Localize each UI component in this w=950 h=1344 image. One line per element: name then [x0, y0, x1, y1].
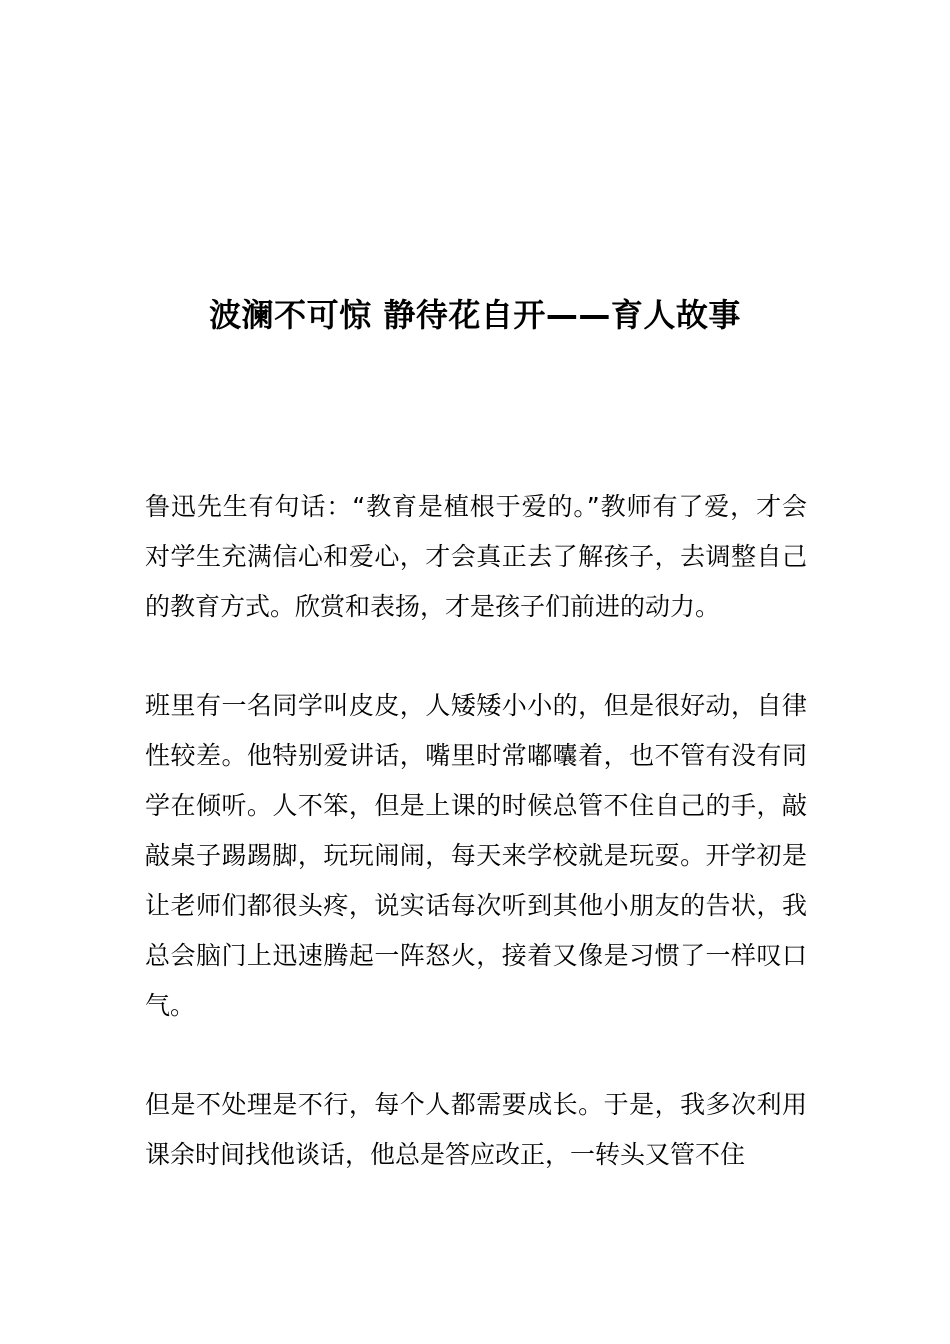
- document-title: 波澜不可惊 静待花自开——育人故事: [209, 296, 741, 334]
- paragraph-2: 班里有一名同学叫皮皮，人矮矮小小的，但是很好动，自律性较差。他特别爱讲话，嘴里时常嘟囔着，也不管有没有同学在倾听。人不笨，但是上课的时候总管不住自己的手，敲敲桌子踢踢脚，玩玩闹闹，每天来学校就是玩耍。开学初是让老师们都很头疼，说实话每次听到其他小朋友的告状，我总会脑门上迅速腾起一阵怒火，接着又像是习惯了一样叹口气。: [145, 691, 807, 1020]
- paragraph-3: 但是不处理是不行，每个人都需要成长。于是，我多次利用课余时间找他谈话，他总是答应改正，一转头又管不住: [145, 1090, 807, 1169]
- paragraph-1: 鲁迅先生有句话：“教育是植根于爱的。”教师有了爱，才会对学生充满信心和爱心，才会真正去了解孩子，去调整自己的教育方式。欣赏和表扬，才是孩子们前进的动力。: [145, 492, 807, 621]
